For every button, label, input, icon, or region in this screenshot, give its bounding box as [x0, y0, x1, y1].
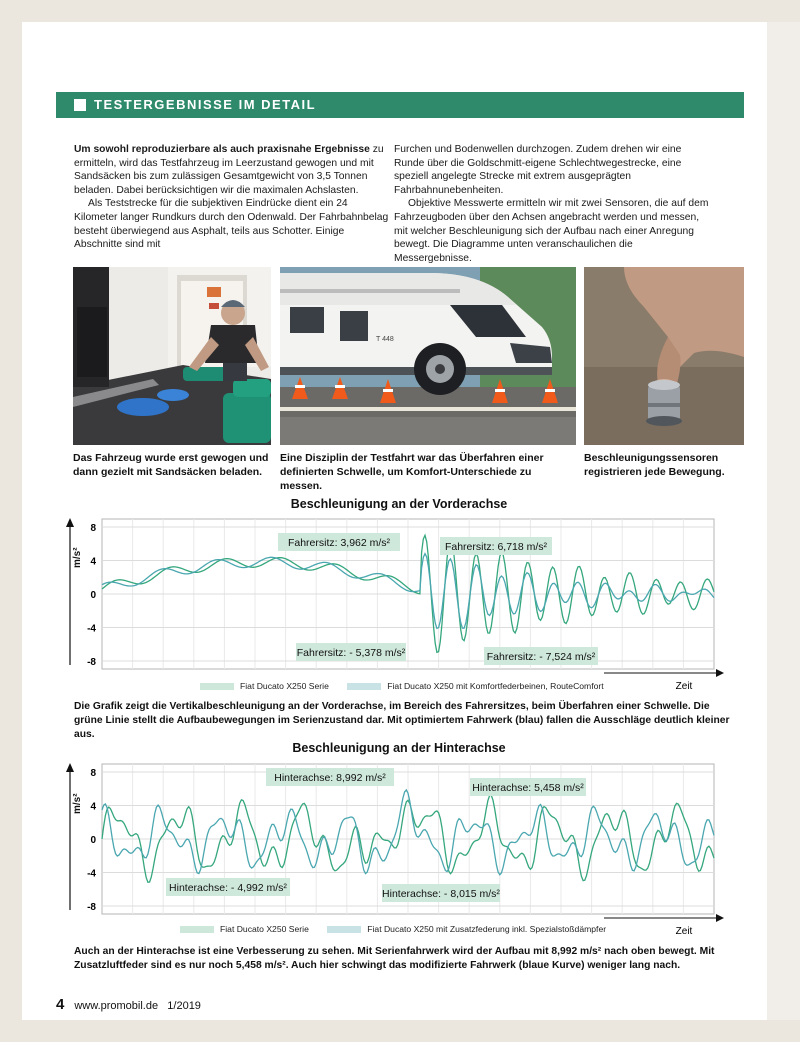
photo-motorhome [280, 267, 576, 445]
intro-lead: Um sowohl reproduzierbare als auch praxisnahe Ergebnisse [74, 144, 370, 155]
motorhome-photo-image [280, 267, 576, 445]
legend-swatch [180, 926, 214, 933]
footer-site: www.promobil.de [74, 1000, 159, 1012]
loading-photo-image [73, 267, 271, 445]
legend-swatch [200, 683, 234, 690]
photo-caption: Beschleunigungssensoren registrieren jede Bewegung. [584, 452, 725, 478]
intro-text: zu ermitteln, wird das Testfahrzeug im Leerzustand gewogen und mit Sandsäcken bis zum zulässigen Gesamtgewicht von 3,5 Tonnen beladen. Dabei berücksichtigen wir die maximalen Achslasten. [74, 144, 384, 196]
annotation-label: Fahrersitz: 3,962 m/s² [287, 537, 391, 549]
annotation-label: Fahrersitz: - 5,378 m/s² [296, 647, 406, 659]
square-icon [74, 99, 86, 111]
y-tick-label: -4 [87, 623, 96, 635]
intro-paragraph: Furchen und Bodenwellen durchzogen. Zudem drehen wir eine Runde über die Goldschmitt-eigene Schlechtwegestrecke, eine speziell angelegte Strecke mit extrem ausgeprägten Fahrbahnunebenheiten. [394, 144, 682, 196]
y-axis-arrow [66, 518, 74, 527]
legend-item [347, 681, 603, 691]
y-axis-label: m/s² [72, 793, 83, 814]
chart-description: Die Grafik zeigt die Vertikalbeschleunigung an der Vorderachse, im Bereich des Fahrersitzes, beim Überfahren einer Schwelle. Die grüne Linie stellt die Aufbaubewegungen im Serienzustand dar. Mit optimiertem Fahrwerk (blau) fallen die Ausschläge deutlich kleiner aus. [74, 701, 730, 740]
chart-legend [180, 924, 606, 934]
x-axis-label: Zeit [675, 926, 693, 937]
intro-paragraph: Als Teststrecke für die subjektiven Eindrücke dient ein 24 Kilometer langer Rundkurs durch den Odenwald. Der Fahrbahnbelag besteht überwiegend aus Asphalt, teils aus Schotter. Einige Abschnitte sind mit [74, 198, 389, 251]
photo-loading [73, 267, 271, 445]
chart-description: Auch an der Hinterachse ist eine Verbesserung zu sehen. Mit Serienfahrwerk wird der Aufbau mit 8,992 m/s² nach oben bewegt. Mit Zusatzluftfeder sind es nur noch 5,458 m/s². Auch hier schwingt das modifizierte Fahrwerk (blaue Kurve) weniger lang nach. [74, 946, 715, 971]
y-tick-label: -4 [87, 868, 96, 880]
rear-axle-chart [60, 760, 725, 942]
y-tick-label: 8 [90, 523, 96, 534]
photo-caption: Eine Disziplin der Testfahrt war das Überfahren einer definierten Schwelle, um Komfort-Unterschiede zu messen. [280, 452, 544, 492]
legend-swatch [327, 926, 361, 933]
photo-caption: Das Fahrzeug wurde erst gewogen und dann gezielt mit Sandsäcken beladen. [73, 452, 269, 478]
y-tick-label: 4 [90, 556, 96, 568]
annotation-label: Hinterachse: 5,458 m/s² [472, 782, 584, 794]
y-axis-arrow [66, 763, 74, 772]
sensor-photo-image [584, 267, 744, 445]
front-axle-chart [60, 515, 725, 697]
legend-label: Fiat Ducato X250 Serie [240, 681, 329, 691]
annotation-label: Hinterachse: - 4,992 m/s² [169, 882, 287, 894]
section-banner [56, 92, 744, 118]
x-axis-arrow [716, 914, 724, 922]
annotation-label: Hinterachse: 8,992 m/s² [274, 772, 386, 784]
y-tick-label: 0 [90, 835, 96, 846]
y-tick-label: -8 [87, 902, 96, 913]
legend-item [200, 681, 329, 691]
y-tick-label: 0 [90, 590, 96, 601]
chart-title: Beschleunigung an der Hinterachse [292, 741, 506, 755]
annotation-label: Fahrersitz: 6,718 m/s² [444, 541, 548, 553]
legend-item [327, 924, 606, 934]
annotation-label: Hinterachse: - 8,015 m/s² [382, 888, 500, 900]
legend-item [180, 924, 309, 934]
legend-swatch [347, 683, 381, 690]
page-edge [767, 22, 800, 1020]
intro-column-2 [394, 143, 712, 265]
chart-title: Beschleunigung an der Vorderachse [290, 497, 508, 511]
intro-paragraph: Objektive Messwerte ermitteln wir mit zwei Sensoren, die auf dem Fahrzeugboden über den Achsen angebracht werden und messen, mit welcher Beschleunigung sich der Aufbau nach einer Anregung bewegt. Die Diagramme unten veranschaulichen die Messergebnisse. [394, 198, 709, 264]
intro-column-1 [74, 143, 392, 252]
y-tick-label: 8 [90, 768, 96, 779]
footer-issue: 1/2019 [167, 1000, 201, 1012]
photo-sensor [584, 267, 744, 445]
y-axis-label: m/s² [72, 547, 83, 568]
page-number: 4 [56, 996, 65, 1013]
y-tick-label: -8 [87, 657, 96, 668]
chart-legend [200, 681, 604, 691]
legend-label: Fiat Ducato X250 mit Zusatzfederung inkl. Spezialstoßdämpfer [367, 924, 607, 934]
page-footer [56, 996, 201, 1013]
vehicle-plate-text: T 448 [376, 336, 394, 343]
legend-label: Fiat Ducato X250 mit Komfortfederbeinen, RouteComfort [387, 681, 604, 691]
y-tick-label: 4 [90, 801, 96, 813]
annotation-label: Fahrersitz: - 7,524 m/s² [486, 651, 596, 663]
section-title: TESTERGEBNISSE IM DETAIL [94, 97, 317, 112]
legend-label: Fiat Ducato X250 Serie [220, 924, 309, 934]
x-axis-label: Zeit [675, 681, 693, 692]
x-axis-arrow [716, 669, 724, 677]
